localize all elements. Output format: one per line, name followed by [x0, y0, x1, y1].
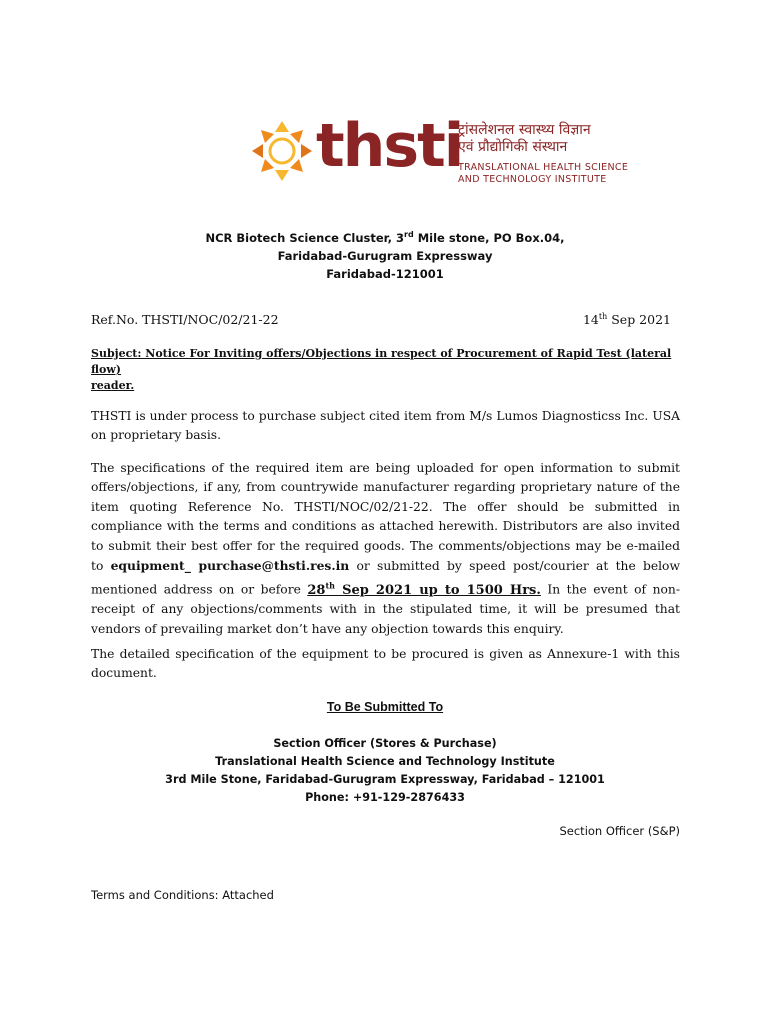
logo-hindi-line1: ट्रांसलेशनल स्वास्थ्य विज्ञान	[458, 122, 591, 138]
officer-address-block	[0, 735, 770, 807]
signature-title: Section Officer (S&P)	[559, 824, 680, 838]
logo-english-line2: AND TECHNOLOGY INSTITUTE	[458, 174, 607, 185]
logo-wordmark: thsti	[316, 111, 463, 181]
address-line2: Faridabad-Gurugram Expressway	[277, 248, 493, 263]
subject-line: Subject: Notice For Inviting offers/Objections in respect of Procurement of Rapid Test (lateral flow) reader.	[91, 347, 672, 392]
deadline: 28th Sep 2021 up to 1500 Hrs.	[307, 580, 541, 598]
logo-hindi-line2: एवं प्रौद्योगिकी संस्थान	[458, 139, 568, 155]
submitted-to-heading: To Be Submitted To	[326, 700, 444, 714]
officer-line2: Translational Health Science and Technology Institute	[215, 755, 555, 768]
sunburst-logo-icon	[252, 120, 312, 182]
thsti-logo	[252, 111, 632, 190]
paragraph-specifications: The specifications of the required item are being uploaded for open information to submit offers/objections, if any, from countrywide manufacturer regarding proprietary nature of the item quoting Reference No. THSTI/NOC/02/21-22. The offer should be submitted in compliance with the terms and conditions as attached herewith. Distributors are also invited to submit their best offer for the required goods. The comments/objections may be e-mailed to equipment_ purchase@thsti.res.in or submitted by speed post/courier at the below mentioned address on or before 28th Sep 2021 up to 1500 Hrs. In the event of non-receipt of any objections/comments with in the stipulated time, it will be presumed that vendors of prevailing market don’t have any objection towards this enquiry.	[91, 461, 680, 636]
terms-note: Terms and Conditions: Attached	[91, 888, 274, 902]
address-line3: Faridabad-121001	[326, 266, 444, 281]
officer-line3: 3rd Mile Stone, Faridabad-Gurugram Expressway, Faridabad – 121001	[165, 773, 605, 786]
logo-institute-name	[458, 122, 628, 186]
letter-date: 14th Sep 2021	[582, 312, 671, 328]
email-address: equipment_ purchase@thsti.res.in	[110, 558, 350, 574]
logo-english-line1: TRANSLATIONAL HEALTH SCIENCE	[458, 162, 629, 173]
paragraph-annexure: The detailed specification of the equipment to be procured is given as Annexure-1 with this document.	[91, 647, 680, 681]
address-line1: NCR Biotech Science Cluster, 3rd Mile stone, PO Box.04,	[205, 230, 565, 245]
reference-number: Ref.No. THSTI/NOC/02/21-22	[91, 312, 279, 327]
officer-phone: Phone: +91-129-2876433	[305, 791, 465, 804]
paragraph-intro: THSTI is under process to purchase subject cited item from M/s Lumos Diagnosticss Inc. USA on proprietary basis.	[91, 409, 680, 443]
officer-line1: Section Officer (Stores & Purchase)	[273, 737, 497, 750]
letterhead-address	[0, 226, 770, 283]
